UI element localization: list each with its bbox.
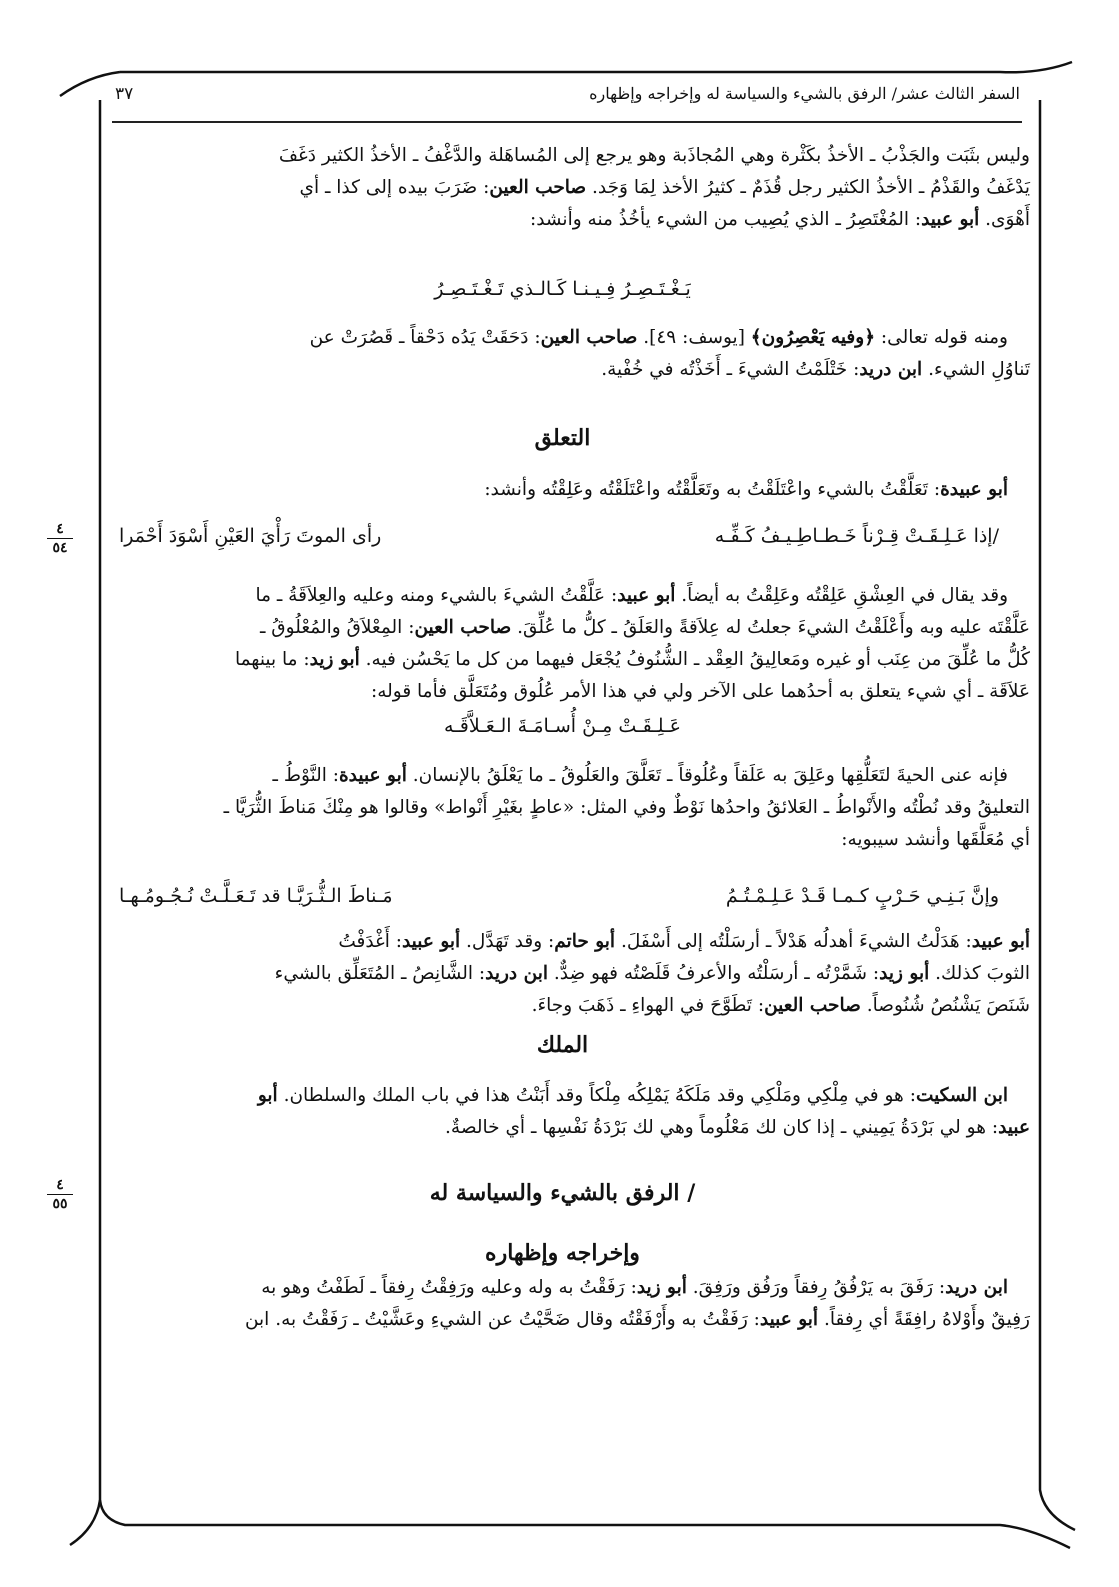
paragraph-1 bbox=[95, 140, 1030, 236]
paragraph-line: الثوبَ كذلك. أبو زيد: شَمَّرْتُه ـ أرسَلْتُه والأعرفُ قَلَصْتُه فهو ضِدٌّ. ابن دريد: الشَّانِصُ ـ المُتَعَلِّق بالشيء bbox=[274, 963, 1030, 984]
margin-note: ٤ ٥٤ bbox=[45, 522, 75, 555]
paragraph-line: يَدْغَفُ والقَذْمُ ـ الأخذُ الكثير رجل قُذَمٌ ـ كثيرُ الأخذ لِمَا وَجَد. صاحب العين: ضَرَبَ بيده إلى كذا ـ أي bbox=[299, 177, 1030, 198]
paragraph-line: عَلاَقَة ـ أي شيء يتعلق به أحدُهما على الآخر ولي في هذا الأمر عُلُوق ومُتَعَلَّق فأما قوله: bbox=[370, 681, 1030, 702]
author-name: أبو عبيد bbox=[759, 1309, 819, 1330]
paragraph-2 bbox=[95, 322, 1030, 386]
section-heading-ikhraj: وإخراجه وإظهاره bbox=[485, 1240, 640, 1266]
paragraph-line: أي مُعَلَّقَها وأنشد سيبويه: bbox=[841, 829, 1030, 850]
header-rule bbox=[112, 121, 1022, 123]
author-name: عبيد bbox=[998, 1117, 1030, 1138]
author-name: صاحب العين bbox=[764, 995, 861, 1016]
author-name: أبو bbox=[257, 1085, 278, 1106]
author-name: صاحب العين bbox=[414, 617, 512, 638]
author-name: أبو عبيد bbox=[971, 931, 1030, 952]
page-number: ٣٧ bbox=[115, 84, 134, 104]
verse-hemistich: مَـناطَ الـثُّـرَيَّـا قد تَـعَـلَّـتْ نُـجُـومُـهـا bbox=[119, 885, 393, 907]
paragraph-line: عبيد: هو لي بَرْدَةُ يَمِيني ـ إذا كان لك مَعْلُوماً وهي لك بَرْدَةُ نَفْسِها ـ أي خالصةٌ. bbox=[445, 1117, 1030, 1138]
author-name: أبو عبيدة bbox=[338, 765, 407, 786]
author-name: ابن السكيت bbox=[915, 1085, 1008, 1106]
section-heading-rifq: / الرفق بالشيء والسياسة له bbox=[429, 1180, 696, 1206]
verse-hemistich: وإنَّ بَـنِـي حَـرْبٍ كـمـا قَـدْ عَـلِـمْـتُـمُ bbox=[725, 885, 999, 907]
running-head-title: السفر الثالث عشر/ الرفق بالشيء والسياسة له وإخراجه وإظهاره bbox=[589, 84, 1020, 103]
author-name: صاحب العين bbox=[540, 327, 638, 348]
author-name: ابن دريد bbox=[945, 1277, 1008, 1298]
running-head bbox=[105, 84, 1020, 110]
author-name: صاحب العين bbox=[489, 177, 587, 198]
author-name: ابن دريد bbox=[485, 963, 548, 984]
paragraph-7 bbox=[95, 1080, 1030, 1144]
paragraph-line: كُلُّ ما عُلِّقَ من عِنَب أو غيره ومَعالِيقُ العِقْد ـ الشُّنُوفُ يُجْعَل فيهما من كل ما يَحْسُن فيه. أبو زيد: ما بينهما bbox=[234, 649, 1030, 670]
verse-3: عَـلِـقَـتْ مِـنْ أُسـامَـةَ الـعَـلاَّقَـه bbox=[444, 715, 681, 737]
paragraph-line: أبو عبيدة: تَعَلَّقْتُ بالشيء واعْتَلَقْتُ به وتَعَلَّقْتُه واعْتَلَقْتُه وعَلِقْتُه وأنشد: bbox=[484, 479, 1008, 500]
author-name: أبو عبيد bbox=[921, 209, 980, 230]
paragraph-line: ومنه قوله تعالى: ﴿وفيه يَعْصِرُون﴾ [يوسف: ٤٩]. صاحب العين: دَحَقَتْ يَدُه دَحْقاً ـ قَصُرَتْ عن bbox=[309, 327, 1008, 348]
paragraph-line: وقد يقال في العِشْقِ عَلِقْتُه وعَلِقْتُ به أيضاً. أبو عبيد: عَلَّقْتُ الشيءَ بالشيء ومنه وعليه والعِلاَقَةُ ـ ما bbox=[255, 585, 1008, 606]
verse-1: يَـغْـتَـصِـرُ فِـيـنـا كَـالـذي تَـغْـتَـصِـرُ bbox=[434, 278, 691, 300]
paragraph-line: ابن السكيت: هو في مِلْكِي ومَلْكِي وقد مَلَكَهُ يَمْلِكُه مِلْكاً وقد أَبَنْتُ هذا في باب الملك والسلطان. أبو bbox=[257, 1085, 1008, 1106]
paragraph-line: فإنه عنى الحيةَ لتَعَلُّقِها وعَلِقَ به عَلَقاً وعُلُوقاً ـ تَعَلَّقَ والعَلُوقُ ـ ما يَعْلَقُ بالإنسان. أبو عبيدة: النَّوْطُ ـ bbox=[272, 765, 1008, 786]
paragraph-line: عَلَّقْتَه عليه وبه وأَعْلَقْتُ الشيءَ جعلتُ له عِلاَقةً والعَلَقُ ـ كلُّ ما عُلِّقَ. صاحب العين: المِعْلاَقُ والمُعْلُوقُ ـ bbox=[259, 617, 1030, 638]
paragraph-6 bbox=[95, 926, 1030, 1022]
margin-note: ٤ ٥٥ bbox=[45, 1178, 75, 1211]
author-name: أبو عبيد bbox=[401, 931, 461, 952]
paragraph-line: أبو عبيد: هَدَلْتُ الشيءَ أهدلُه هَدْلاً ـ أرسَلْتُه إلى أَسْفَلَ. أبو حاتم: وقد تَهَدَّل. أبو عبيد: أَغْدَفْتُ bbox=[338, 931, 1030, 952]
author-name: أبو عبيد bbox=[617, 585, 676, 606]
paragraph-line: وليس بثَبَت والجَذْبُ ـ الأخذُ بكَثْرة وهي المُجاذَبة وهو يرجع إلى المُساهَلة والدَّغْفُ ـ الأخذُ الكثير دَغَفَ bbox=[278, 145, 1030, 166]
paragraph-4 bbox=[95, 580, 1030, 708]
verse-hemistich: رأى الموتَ رَأْيَ العَيْنِ أَسْوَدَ أَحْمَرا bbox=[119, 525, 382, 547]
author-name: أبو زيد bbox=[636, 1277, 687, 1298]
paragraph-3 bbox=[95, 474, 1030, 506]
paragraph-line: ابن دريد: رَفَقَ به يَرْفُقُ رِفقاً ورَفُق ورَفِقَ. أبو زيد: رَفَقْتُ به وله وعليه ورَفِقْتُ رِفقاً ـ لَطَفْتُ وهو به bbox=[261, 1277, 1008, 1298]
section-heading-taalluq: التعلق bbox=[534, 425, 591, 451]
section-heading-mulk: الملك bbox=[536, 1032, 589, 1058]
paragraph-line: رَفِيقٌ وأَوْلاهُ رافِقَةً أي رِفقاً. أبو عبيد: رَفَقْتُ به وأَرْفَقْتُه وقال ضَحَّيْتُ عن الشيءِ وعَشَّيْتُ ـ رَفَقْتُ به. ابن bbox=[244, 1309, 1030, 1330]
author-name: ابن دريد bbox=[859, 359, 923, 380]
verse-hemistich: /إذا عَـلِـقَـتْ قِـرْناً خَـطـاطِـيـفُ كَـفِّـه bbox=[714, 525, 999, 547]
quran-quote: ﴿وفيه يَعْصِرُون﴾ bbox=[750, 327, 876, 348]
author-name: أبو عبيدة bbox=[940, 479, 1008, 500]
paragraph-5 bbox=[95, 760, 1030, 856]
paragraph-8 bbox=[95, 1272, 1030, 1336]
author-name: أبو زيد bbox=[309, 649, 360, 670]
paragraph-line: تَناوُلِ الشيء. ابن دريد: خَتْلَمْتُ الشيءَ ـ أَخَذْتُه في خُفْية. bbox=[601, 359, 1030, 380]
paragraph-line: أَهْوَى. أبو عبيد: المُغْتَصِرُ ـ الذي يُصِيب من الشيء يأخُذُ منه وأنشد: bbox=[529, 209, 1030, 230]
author-name: أبو حاتم bbox=[554, 931, 616, 952]
author-name: أبو زيد bbox=[879, 963, 930, 984]
paragraph-line: التعليقُ وقد نُطْتُه والأَنْواطُ ـ العَلائقُ واحدُها نَوْطٌ وفي المثل: «عاطٍ بغَيْرِ أَنْواط» وقالوا هو مِنْكَ مَناطَ الثُّرَيَّا ـ bbox=[223, 797, 1030, 818]
paragraph-line: شَنَصَ يَشْنُصُ شُنُوصاً. صاحب العين: تَطَوَّحَ في الهواءِ ـ ذَهَبَ وجاءَ. bbox=[531, 995, 1030, 1016]
